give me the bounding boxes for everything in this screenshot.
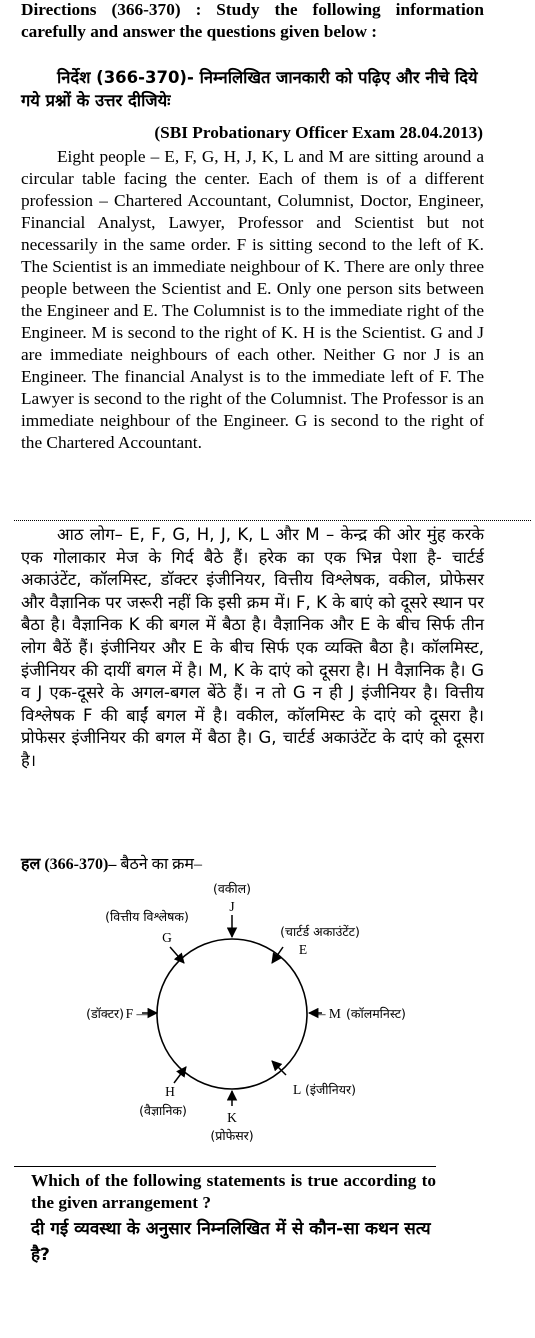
question-english: Which of the following statements is true according to the given arrangement ? <box>31 1171 436 1212</box>
person-l: L <box>293 1082 302 1097</box>
round-table <box>157 939 307 1089</box>
exam-source: (SBI Probationary Officer Exam 28.04.2013) <box>154 123 483 142</box>
person-e: E <box>298 942 308 957</box>
directions-hindi: निर्देश (366-370)- निम्नलिखित जानकारी को पढ़िए और नीचे दिये गये प्रश्नों के उत्तर दीजियेः <box>21 68 478 110</box>
role-g: (वित्तीय विश्लेषक) <box>105 909 189 924</box>
question-hindi: दी गई व्यवस्था के अनुसार निम्नलिखित में से कौन-सा कथन सत्य है? <box>31 1219 431 1265</box>
person-m: — M <box>312 1006 341 1021</box>
passage-english: Eight people – E, F, G, H, J, K, L and M are sitting around a circular table facing the center. Each of them is of a different profession – Chartered Accountant, Columnist, Doctor, Engineer, Financial Analyst, Lawyer, Professor and Scientist but not necessarily in the same order. F is sitting second to the left of K. The Scientist is an immediate neighbour of K. There are only three people between the Scientist and E. Only one person sits between the Engineer and E. The Columnist is to the immediate right of the Engineer. M is second to the right of K. H is the Scientist. G and J are immediate neighbours of each other. Neither G nor J is an Engineer. The financial Analyst is to the immediate left of F. The Lawyer is second to the right of the Columnist. The Professor is an immediate neighbour of the Engineer. G is second to the right of the Chartered Accountant. <box>21 147 484 452</box>
role-e: (चार्टर्ड अकाउंटेंट) <box>280 924 360 939</box>
arrow-g <box>170 947 184 963</box>
passage-hindi: आठ लोग– E, F, G, H, J, K, L और M – केन्द्र की ओर मुंह करके एक गोलाकार मेज के गिर्द बैठे हैं। हरेक का एक भिन्न पेशा है- चार्टर्ड अकाउंटेंट, कॉलमिस्ट, डॉक्टर इंजीनियर, वित्तीय विश्लेषक, वकील, प्रोफेसर और वैज्ञानिक पर जरूरी नहीं कि इसी क्रम में। F, K के बाएं को दूसरे स्थान पर बैठा है। वैज्ञानिक K की बगल में बैठा है। वैज्ञानिक और E के बीच सिर्फ तीन लोग बैठें हैं। इंजीनियर और E के बीच सिर्फ एक व्यक्ति बैठा है। कॉलमिस्ट, इंजीनियर की दायीं बगल में है। M, K के दाएं को दूसरा है। H वैज्ञानिक है। G व J एक-दूसरे के अगल-बगल बेंठे हैं। न तो G न ही J इंजीनियर है। वित्तीय विश्लेषक F की बाईं बगल में है। वकील, कॉलमिस्ट के दाएं को दूसरा है। प्रोफेसर इंजीनियर की बगल में बैठा है। G, चार्टर्ड अकाउंटेंट के दाएं को दूसरा है। <box>21 525 484 770</box>
role-k: (प्रोफेसर) <box>210 1128 254 1143</box>
role-f: (डॉक्टर) <box>86 1006 124 1021</box>
arrow-e <box>272 947 283 963</box>
solution-subheading: बैठने का क्रम– <box>120 856 202 873</box>
seating-diagram <box>0 870 535 1150</box>
question-divider <box>14 1166 436 1167</box>
role-m: (कॉलमनिस्ट) <box>346 1006 406 1021</box>
person-k: K <box>227 1110 237 1125</box>
role-h: (वैज्ञानिक) <box>139 1103 187 1118</box>
person-h: H <box>165 1084 175 1099</box>
role-l: (इंजीनियर) <box>305 1082 356 1097</box>
directions-english: Directions (366-370) : Study the following information carefully and answer the questions given below : <box>21 0 484 41</box>
person-f: F — <box>125 1006 150 1021</box>
solution-heading-label: हल (366-370)– <box>21 856 117 873</box>
person-g: G <box>162 930 172 945</box>
role-j: (वकील) <box>212 881 252 896</box>
arrow-h <box>174 1067 186 1083</box>
section-divider <box>14 520 531 521</box>
person-j: J <box>229 899 235 914</box>
